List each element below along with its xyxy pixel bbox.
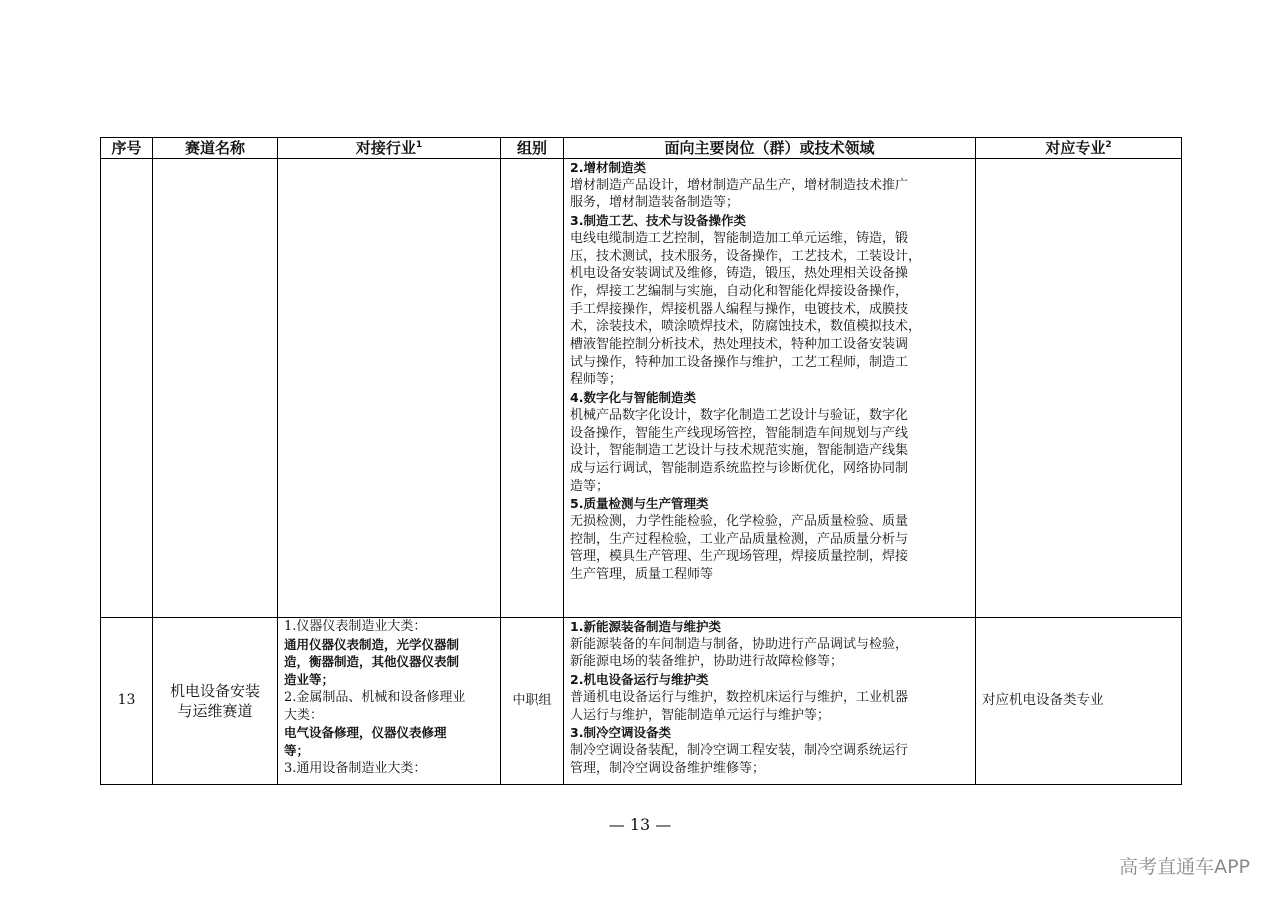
cell-posts [564,618,976,785]
post-category-text: 造等； [570,478,610,494]
post-category-title: 1.新能源装备制造与维护类 [570,619,721,634]
cell-group-empty [501,159,564,618]
track-name-line: 与运维赛道 [177,702,253,720]
post-category-text: 普通机电设备运行与维护，数控机床运行与维护，工业机器 [570,689,909,705]
industry-category-title: 1.仪器仪表制造业大类： [284,619,427,634]
post-category-text: 机械产品数字化设计，数字化制造工艺设计与验证，数字化 [570,407,909,423]
industry-category-text: 造，衡器制造，其他仪器仪表制 [284,654,460,670]
competition-table [100,137,1182,785]
industry-category-text: 造业等； [284,672,335,688]
cell-seq-empty [101,159,153,618]
post-category-text: 无损检测，力学性能检验，化学检验，产品质量检验、质量 [570,514,909,530]
cell-industry [278,618,501,785]
footnote-2: 2 [1105,140,1112,150]
post-category-text: 槽液智能控制分析技术，热处理技术，特种加工设备安装调 [570,337,909,353]
post-category-title: 3.制冷空调设备类 [570,725,671,741]
industry-category-title: 大类： [284,707,324,723]
post-category-text: 增材制造产品设计，增材制造产品生产，增材制造技术推广 [570,177,909,193]
industry-category-text: 等； [284,742,310,758]
header-seq: 序号 [101,138,153,159]
post-category-text: 机电设备安装调试及维修，铸造，锻压，热处理相关设备操 [570,266,909,282]
post-category-title: 4.数字化与智能制造类 [570,390,696,406]
header-track: 赛道名称 [153,138,278,159]
industry-category-text: 电气设备修理，仪器仪表修理 [284,725,447,741]
cell-track [153,618,278,785]
post-category-text: 新能源装备的车间制造与制备，协助进行产品调试与检验， [570,636,909,652]
cell-group: 中职组 [501,618,564,785]
post-category-text: 管理，模具生产管理、生产现场管理，焊接质量控制，焊接 [570,549,909,565]
cell-industry-empty [278,159,501,618]
post-category-text: 成与运行调试，智能制造系统监控与诊断优化，网络协同制 [570,460,909,476]
header-industry-label: 对接行业 [355,139,416,157]
cell-major-empty [976,159,1182,618]
footnote-1: 1 [415,140,423,150]
post-category-text: 管理，制冷空调设备维护维修等； [570,760,766,776]
post-category-title: 2.增材制造类 [570,160,646,175]
post-category-text: 设备操作，智能生产线现场管控，智能制造车间规划与产线 [570,425,909,441]
industry-category-text: 通用仪器仪表制造，光学仪器制 [284,636,460,652]
post-category-text: 作，焊接工艺编制与实施，自动化和智能化焊接设备操作， [570,283,909,299]
post-category-text: 电线电缆制造工艺控制，智能制造加工单元运维，铸造，锻 [570,230,909,246]
page-number: — 13 — [608,815,672,834]
industry-category-title: 2.金属制品、机械和设备修理业 [284,689,466,705]
table-row [101,618,1182,785]
post-category-text: 服务，增材制造装备制造等； [570,195,740,211]
post-category-text: 生产管理，质量工程师等 [570,567,714,583]
cell-posts [564,159,976,618]
cell-track-empty [153,159,278,618]
post-category-text: 术，涂装技术，喷涂喷焊技术，防腐蚀技术，数值模拟技术， [570,319,922,335]
post-category-text: 制冷空调设备装配，制冷空调工程安装，制冷空调系统运行 [570,742,909,758]
header-major [976,138,1182,159]
post-category-text: 设计，智能制造工艺设计与技术规范实施，智能制造产线集 [570,443,909,459]
industry-category-title: 3.通用设备制造业大类： [284,760,427,776]
header-industry [278,138,501,159]
post-category-text: 压，技术测试，技术服务，设备操作，工艺技术，工装设计， [570,248,922,264]
post-category-title: 2.机电设备运行与维护类 [570,672,709,688]
post-category-text: 控制，生产过程检验，工业产品质量检测，产品质量分析与 [570,531,909,547]
watermark: 高考直通车APP [1119,856,1250,878]
post-category-text: 手工焊接操作，焊接机器人编程与操作，电镀技术，成膜技 [570,301,909,317]
post-category-title: 3.制造工艺、技术与设备操作类 [570,213,746,229]
header-major-label: 对应专业 [1045,139,1106,157]
header-row [101,138,1182,159]
post-category-text: 程师等； [570,372,623,388]
post-category-text: 试与操作，特种加工设备操作与维护，工艺工程师，制造工 [570,354,909,370]
track-name-line: 机电设备安装 [169,682,260,700]
header-group: 组别 [501,138,564,159]
cell-major: 对应机电设备类专业 [976,618,1182,785]
post-category-text: 人运行与维护，智能制造单元运行与维护等； [570,707,831,723]
post-category-text: 新能源电场的装备维护，协助进行故障检修等； [570,654,844,670]
post-category-title: 5.质量检测与生产管理类 [570,496,709,512]
header-posts: 面向主要岗位（群）或技术领域 [564,138,976,159]
table-row [101,159,1182,618]
cell-seq: 13 [101,618,153,785]
